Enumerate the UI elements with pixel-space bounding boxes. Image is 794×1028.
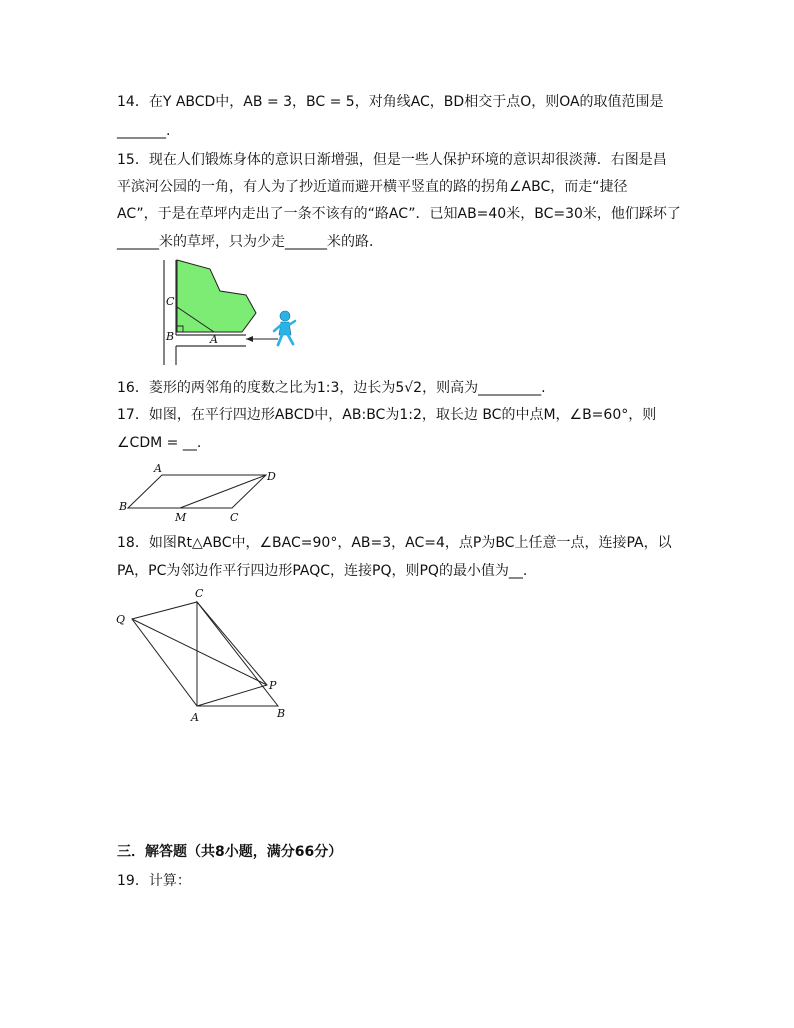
q15-park-figure bbox=[150, 255, 310, 370]
label-c: C bbox=[166, 295, 175, 308]
label-a: A bbox=[154, 462, 162, 475]
triangle-abc bbox=[197, 602, 278, 706]
label-d: D bbox=[267, 470, 276, 483]
label-b: B bbox=[119, 500, 128, 513]
label-b: B bbox=[277, 707, 286, 720]
q17-parallelogram-figure bbox=[112, 460, 282, 526]
label-c: C bbox=[195, 587, 204, 600]
arrow-head-icon bbox=[246, 336, 253, 342]
q14-line1: 14．在Y ABCD中，AB = 3，BC = 5，对角线AC，BD相交于点O，则OA的取值范围是 bbox=[117, 94, 664, 110]
q15-line1: 15．现在人们锻炼身体的意识日渐增强，但是一些人保护环境的意识却很淡薄．右图是昌 bbox=[117, 152, 667, 168]
q14-answer-blank: _______. bbox=[117, 123, 171, 139]
q18-triangle-figure bbox=[110, 583, 300, 728]
parallelogram-abcd bbox=[128, 475, 266, 508]
q18-line2: PA，PC为邻边作平行四边形PAQC，连接PQ，则PQ的最小值为__. bbox=[117, 563, 528, 579]
label-a: A bbox=[191, 711, 199, 724]
label-m: M bbox=[175, 511, 187, 524]
q15-line2: 平滨河公园的一角，有人为了抄近道而避开横平竖直的路的拐角∠ABC，而走“捷径 bbox=[117, 179, 628, 195]
label-c: C bbox=[230, 511, 239, 524]
label-b: B bbox=[166, 330, 175, 343]
segment-dm bbox=[180, 475, 266, 508]
lawn-area bbox=[177, 260, 256, 332]
section-3-title: 三．解答题（共8小题，满分66分） bbox=[117, 844, 343, 860]
label-p: P bbox=[269, 679, 277, 692]
q15-line4: ______米的草坪，只为少走______米的路． bbox=[117, 234, 383, 250]
label-q: Q bbox=[116, 613, 126, 626]
q18-line1: 18．如图Rt△ABC中，∠BAC=90°，AB=3，AC=4，点P为BC上任意一点，连接PA，以 bbox=[117, 535, 672, 551]
q17-line2: ∠CDM = __. bbox=[117, 435, 202, 451]
q17-line1: 17．如图，在平行四边形ABCD中，AB:BC为1:2，取长边 BC的中点M，∠B=60°，则 bbox=[117, 407, 657, 423]
q19-line1: 19．计算： bbox=[117, 873, 191, 889]
parallelogram-paqc bbox=[132, 602, 267, 706]
walking-person-icon bbox=[274, 311, 295, 345]
q16-line1: 16．菱形的两邻角的度数之比为1:3，边长为5√2，则高为_________. bbox=[117, 380, 546, 396]
label-a: A bbox=[210, 333, 218, 346]
segment-pq bbox=[132, 619, 267, 685]
q15-line3: AC”，于是在草坪内走出了一条不该有的“路AC”．已知AB=40米，BC=30米，他们踩坏了 bbox=[117, 206, 681, 222]
